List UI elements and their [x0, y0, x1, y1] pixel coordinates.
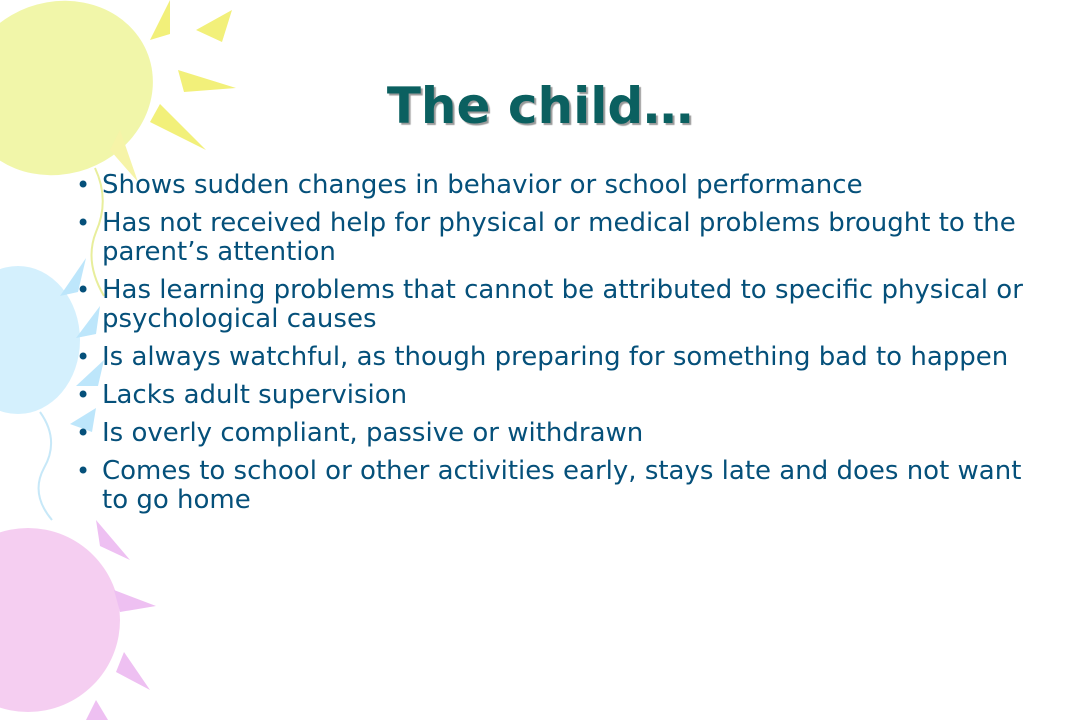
- streamer: [114, 590, 156, 612]
- bullet-item: [74, 171, 1034, 200]
- bullet-list: [74, 171, 1034, 524]
- streamer: [86, 700, 108, 720]
- bullet-icon: •: [76, 457, 91, 485]
- slide-title: The child…: [386, 77, 694, 135]
- bullet-item: [74, 209, 1034, 267]
- streamer: [196, 10, 232, 42]
- bullet-item: [74, 276, 1034, 334]
- bullet-icon: •: [76, 343, 91, 371]
- balloon-string: [39, 412, 52, 520]
- bullet-text: Lacks adult supervision: [102, 380, 408, 410]
- bullet-item: [74, 343, 1034, 372]
- bullet-item: [74, 381, 1034, 410]
- bullet-text: Has learning problems that cannot be attributed to specific physical or psychological causes: [102, 275, 1023, 334]
- streamer: [116, 652, 150, 690]
- bullet-text: Comes to school or other activities early, stays late and does not want to go home: [102, 456, 1022, 515]
- bullet-text: Shows sudden changes in behavior or school performance: [102, 170, 863, 200]
- bullet-text: Has not received help for physical or medical problems brought to the parent’s attention: [102, 208, 1016, 267]
- streamer: [96, 520, 130, 560]
- bullet-item: [74, 419, 1034, 448]
- bullet-item: [74, 457, 1034, 515]
- bullet-text: Is overly compliant, passive or withdrawn: [102, 418, 644, 448]
- bullet-icon: •: [76, 276, 91, 304]
- bullet-icon: •: [76, 171, 91, 199]
- bullet-icon: •: [76, 209, 91, 237]
- pink-balloon: [0, 528, 120, 712]
- bullet-icon: •: [76, 381, 91, 409]
- streamer: [150, 0, 170, 40]
- bullet-icon: •: [76, 419, 91, 447]
- bullet-text: Is always watchful, as though preparing for something bad to happen: [102, 342, 1009, 372]
